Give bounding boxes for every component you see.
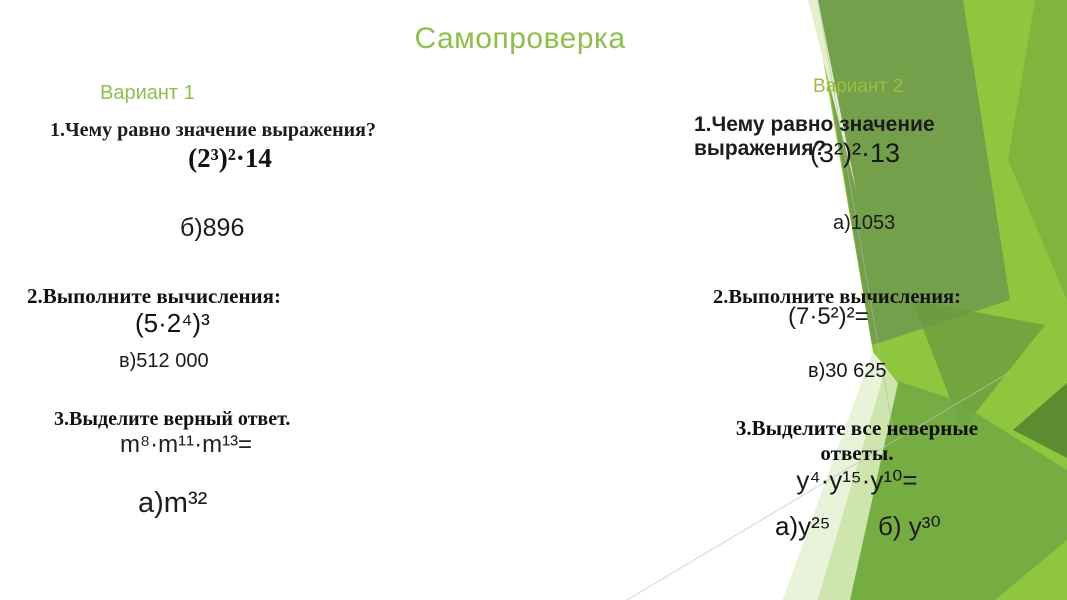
variant2-question1-label: 1.Чему равно значение выражения? xyxy=(694,113,935,160)
variant1-question2-label: 2.Выполните вычисления: xyxy=(27,284,281,308)
variant1-question1-expression: (2³)²·14 xyxy=(188,143,272,173)
variant2-question3-answer-a: а)y²⁵ xyxy=(775,511,831,541)
variant2-question1-answer: а)1053 xyxy=(833,212,896,234)
variant2-header: Вариант 2 xyxy=(813,76,904,97)
variant1-header: Вариант 1 xyxy=(100,82,195,104)
variant1-question3-answer: а)m³² xyxy=(138,487,208,519)
variant2-question2-expression: (7·5²)²= xyxy=(788,303,869,330)
variant2-question3-expression: y⁴·y¹⁵·y¹⁰= xyxy=(796,465,918,495)
variant2-question2-answer: в)30 625 xyxy=(808,360,887,382)
variant1-question3-label: 3.Выделите верный ответ. xyxy=(54,408,291,430)
variant1-question2-expression: (5·2⁴)³ xyxy=(135,308,210,338)
variant1-question1-answer: б)896 xyxy=(180,214,245,242)
variant1-question2-answer: в)512 000 xyxy=(119,350,209,372)
variant1-question3-expression: m⁸·m¹¹·m¹³= xyxy=(120,431,253,458)
slide-title: Самопроверка xyxy=(414,22,626,55)
variant2-question1-expression: (3²)²·13 xyxy=(809,138,900,168)
variant2-question3-answer-b: б) y³⁰ xyxy=(878,511,941,541)
variant1-question1-label: 1.Чему равно значение выражения? xyxy=(50,119,376,141)
variant2-question2-label: 2.Выполните вычисления: xyxy=(713,286,961,308)
variant2-question3-label: 3.Выделите все неверные ответы. xyxy=(735,416,979,466)
